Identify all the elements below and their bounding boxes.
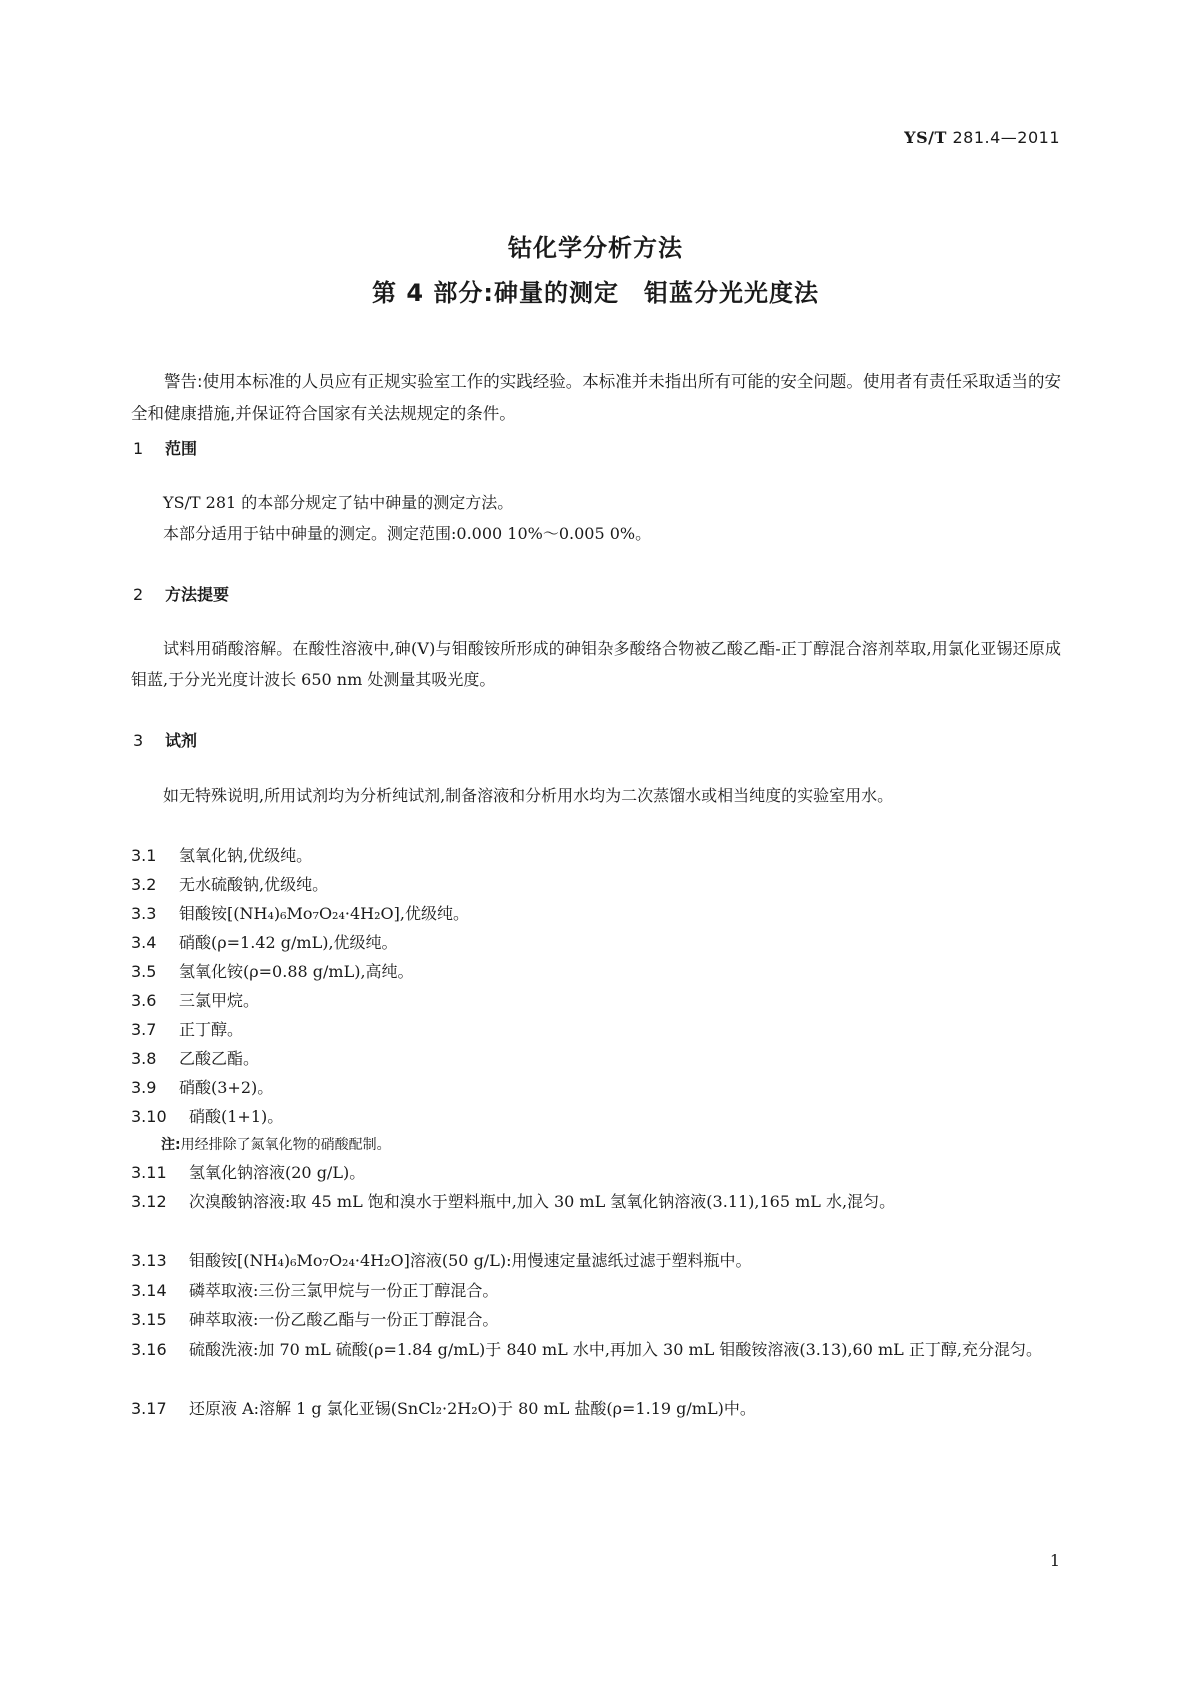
item-text: 钼酸铵[(NH₄)₆Mo₇O₂₄·4H₂O],优级纯。	[179, 904, 469, 923]
item-number: 3.6	[131, 991, 157, 1010]
reagent-item	[131, 840, 1061, 871]
item-text: 氢氧化钠,优级纯。	[179, 846, 313, 865]
item-text: 氢氧化钠溶液(20 g/L)。	[189, 1163, 366, 1182]
item-text: 硝酸(1+1)。	[189, 1107, 284, 1126]
item-number: 3.11	[131, 1163, 167, 1182]
item-number: 3.5	[131, 962, 157, 981]
section-1-paragraph-2: 本部分适用于钴中砷量的测定。测定范围:0.000 10%～0.005 0%。	[163, 524, 652, 543]
item-text: 磷萃取液:三份三氯甲烷与一份正丁醇混合。	[189, 1281, 499, 1300]
item-text: 砷萃取液:一份乙酸乙酯与一份正丁醇混合。	[189, 1310, 499, 1329]
section-3-heading	[133, 728, 197, 751]
reagent-item	[131, 927, 1061, 958]
note-label: 注:	[161, 1137, 181, 1153]
item-number: 3.17	[131, 1399, 167, 1418]
item-text: 硫酸洗液:加 70 mL 硫酸(ρ=1.84 g/mL)于 840 mL 水中,再加入 30 mL 钼酸铵溶液(3.13),60 mL 正丁醇,充分混匀。	[189, 1340, 1042, 1359]
reagent-item	[131, 1072, 1061, 1103]
reagent-item	[131, 1043, 1061, 1074]
reagent-item	[131, 1014, 1061, 1045]
note-text: 用经排除了氮氧化物的硝酸配制。	[180, 1137, 391, 1153]
item-number: 3.8	[131, 1049, 157, 1068]
item-number: 3.14	[131, 1281, 167, 1300]
item-number: 3.9	[131, 1078, 157, 1097]
item-number: 3.4	[131, 933, 157, 952]
reagent-item	[131, 985, 1061, 1016]
section-title: 试剂	[165, 731, 198, 750]
item-text: 无水硫酸钠,优级纯。	[179, 875, 329, 894]
item-text: 乙酸乙酯。	[179, 1049, 260, 1068]
section-2-paragraph-1: 试料用硝酸溶解。在酸性溶液中,砷(Ⅴ)与钼酸铵所形成的砷钼杂多酸络合物被乙酸乙酯-正丁醇混合溶剂萃取,用氯化亚锡还原成钼蓝,于分光光度计波长 650 nm 处测量其吸光度。	[131, 639, 1061, 689]
reagent-item	[131, 1334, 1061, 1365]
reagent-item	[131, 1245, 1061, 1276]
item-text: 还原液 A:溶解 1 g 氯化亚锡(SnCl₂·2H₂O)于 80 mL 盐酸(ρ=1.19 g/mL)中。	[189, 1399, 756, 1418]
item-text: 钼酸铵[(NH₄)₆Mo₇O₂₄·4H₂O]溶液(50 g/L):用慢速定量滤纸过滤于塑料瓶中。	[189, 1251, 752, 1270]
section-title: 方法提要	[165, 585, 230, 604]
item-number: 3.15	[131, 1310, 167, 1329]
item-number: 3.1	[131, 846, 157, 865]
reagent-item	[131, 1186, 1061, 1217]
item-text: 三氯甲烷。	[179, 991, 260, 1010]
section-2-heading	[133, 582, 229, 605]
item-text: 氢氧化铵(ρ=0.88 g/mL),高纯。	[179, 962, 414, 981]
reagent-item	[131, 956, 1061, 987]
standard-number	[904, 128, 1060, 147]
reagent-item	[131, 1304, 1061, 1335]
section-number: 2	[133, 585, 144, 604]
standard-prefix: YS/T	[904, 128, 947, 147]
item-number: 3.12	[131, 1192, 167, 1211]
item-number: 3.16	[131, 1340, 167, 1359]
section-1-paragraph-1: YS/T 281 的本部分规定了钴中砷量的测定方法。	[163, 493, 514, 512]
item-number: 3.10	[131, 1107, 167, 1126]
item-number: 3.3	[131, 904, 157, 923]
section-3-paragraph-1: 如无特殊说明,所用试剂均为分析纯试剂,制备溶液和分析用水均为二次蒸馏水或相当纯度的实验室用水。	[163, 786, 894, 805]
document-subtitle: 第 4 部分:砷量的测定 钼蓝分光光度法	[371, 279, 819, 307]
item-number: 3.7	[131, 1020, 157, 1039]
item-text: 硝酸(ρ=1.42 g/mL),优级纯。	[179, 933, 398, 952]
section-1-heading	[133, 436, 197, 459]
reagent-item	[131, 869, 1061, 900]
standard-code: 281.4—2011	[952, 128, 1060, 147]
reagent-item	[131, 898, 1061, 929]
section-title: 范围	[165, 439, 198, 458]
page-number: 1	[1049, 1551, 1060, 1570]
reagent-item	[131, 1393, 1061, 1424]
section-number: 3	[133, 731, 144, 750]
item-number: 3.2	[131, 875, 157, 894]
note	[161, 1134, 391, 1154]
reagent-item	[131, 1157, 1061, 1188]
section-number: 1	[133, 439, 144, 458]
item-text: 次溴酸钠溶液:取 45 mL 饱和溴水于塑料瓶中,加入 30 mL 氢氧化钠溶液(3.11),165 mL 水,混匀。	[189, 1192, 896, 1211]
document-title: 钴化学分析方法	[508, 234, 683, 262]
safety-warning: 警告:使用本标准的人员应有正规实验室工作的实践经验。本标准并未指出所有可能的安全问题。使用者有责任采取适当的安全和健康措施,并保证符合国家有关法规规定的条件。	[131, 372, 1061, 423]
reagent-item	[131, 1101, 1061, 1132]
reagent-item	[131, 1275, 1061, 1306]
item-text: 正丁醇。	[179, 1020, 244, 1039]
item-text: 硝酸(3+2)。	[179, 1078, 274, 1097]
item-number: 3.13	[131, 1251, 167, 1270]
